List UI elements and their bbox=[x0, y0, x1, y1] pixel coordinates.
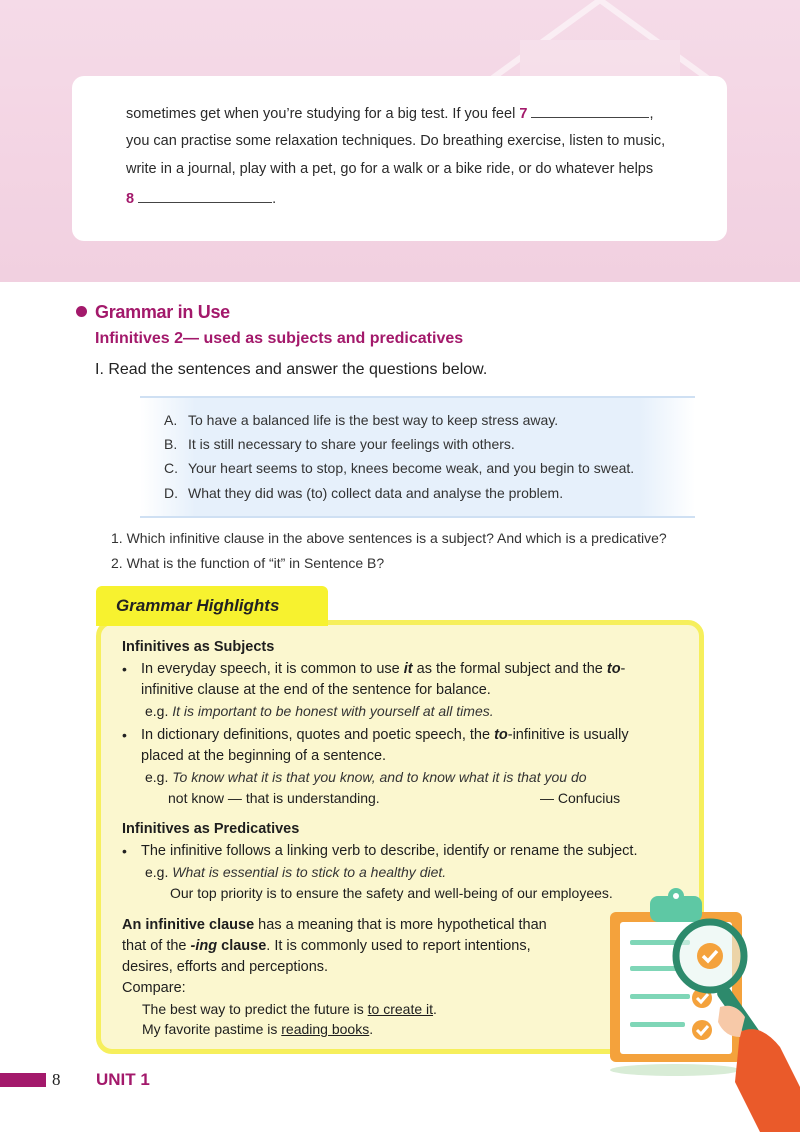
blank-number: 7 bbox=[519, 106, 528, 122]
example-line: e.g. It is important to be honest with yourself at all times. bbox=[145, 703, 494, 719]
section-title: Grammar in Use bbox=[95, 302, 230, 322]
exercise-instruction: I. Read the sentences and answer the questions below. bbox=[95, 361, 488, 378]
bullet-icon: • bbox=[122, 727, 127, 743]
predicatives-heading: Infinitives as Predicatives bbox=[122, 821, 300, 837]
sentence-item: B. It is still necessary to share your feelings with others. bbox=[164, 436, 515, 452]
grammar-highlights-tab bbox=[96, 586, 328, 626]
explanation-text: desires, efforts and perceptions. bbox=[122, 959, 329, 975]
passage-line: write in a journal, play with a pet, go for a walk or a bike ride, or do whatever helps bbox=[126, 161, 654, 177]
page-number: 8 bbox=[52, 1070, 61, 1089]
answer-blank-8[interactable] bbox=[138, 189, 272, 203]
footer-accent-bar bbox=[0, 1073, 46, 1087]
question-item: 1. Which infinitive clause in the above sentences is a subject? And which is a predicative? bbox=[111, 530, 667, 546]
grammar-highlights-title: Grammar Highlights bbox=[116, 596, 280, 615]
rule-text: In dictionary definitions, quotes and poetic speech, the to-infinitive is usually bbox=[141, 727, 629, 743]
example-line: e.g. What is essential is to stick to a healthy diet. bbox=[145, 864, 447, 880]
section-subtitle: Infinitives 2— used as subjects and predicatives bbox=[95, 330, 464, 347]
answer-blank-7[interactable] bbox=[531, 104, 649, 118]
clipboard-magnifier-illustration bbox=[590, 882, 800, 1132]
example-line: e.g. To know what it is that you know, and to know what it is that you do bbox=[145, 769, 587, 785]
rule-text: The infinitive follows a linking verb to describe, identify or rename the subject. bbox=[141, 843, 638, 859]
example-sentences-box bbox=[140, 396, 695, 518]
sentence-item: D. What they did was (to) collect data and analyse the problem. bbox=[164, 485, 564, 501]
rule-text: infinitive clause at the end of the sentence for balance. bbox=[141, 682, 491, 698]
bullet-icon: • bbox=[122, 661, 127, 677]
rule-text: placed at the beginning of a sentence. bbox=[141, 748, 387, 764]
compare-example: My favorite pastime is reading books. bbox=[142, 1021, 374, 1037]
example-line: not know — that is understanding. bbox=[168, 790, 380, 806]
passage-line: you can practise some relaxation techniques. Do breathing exercise, listen to music, bbox=[126, 133, 666, 149]
unit-label: UNIT 1 bbox=[96, 1070, 150, 1089]
example-line: Our top priority is to ensure the safety and well-being of our employees. bbox=[170, 885, 613, 901]
rule-text: In everyday speech, it is common to use it as the formal subject and the to- bbox=[141, 661, 626, 677]
compare-label: Compare: bbox=[122, 980, 186, 996]
section-bullet bbox=[76, 306, 87, 317]
passage-line: 8 . bbox=[126, 191, 277, 207]
bullet-icon: • bbox=[122, 843, 127, 859]
question-item: 2. What is the function of “it” in Sentence B? bbox=[111, 555, 385, 571]
subjects-heading: Infinitives as Subjects bbox=[122, 639, 275, 655]
blank-number: 8 bbox=[126, 191, 135, 207]
quote-attribution: — Confucius bbox=[540, 790, 621, 806]
reading-passage-card bbox=[72, 76, 727, 241]
sentence-item: C. Your heart seems to stop, knees become weak, and you begin to sweat. bbox=[164, 460, 635, 476]
passage-line: sometimes get when you’re studying for a big test. If you feel 7 , bbox=[126, 106, 654, 122]
explanation-text: An infinitive clause has a meaning that is more hypothetical than bbox=[122, 917, 547, 933]
explanation-text: that of the -ing clause. It is commonly used to report intentions, bbox=[122, 938, 531, 954]
sentence-item: A. To have a balanced life is the best way to keep stress away. bbox=[164, 412, 559, 428]
compare-example: The best way to predict the future is to create it. bbox=[142, 1001, 437, 1017]
